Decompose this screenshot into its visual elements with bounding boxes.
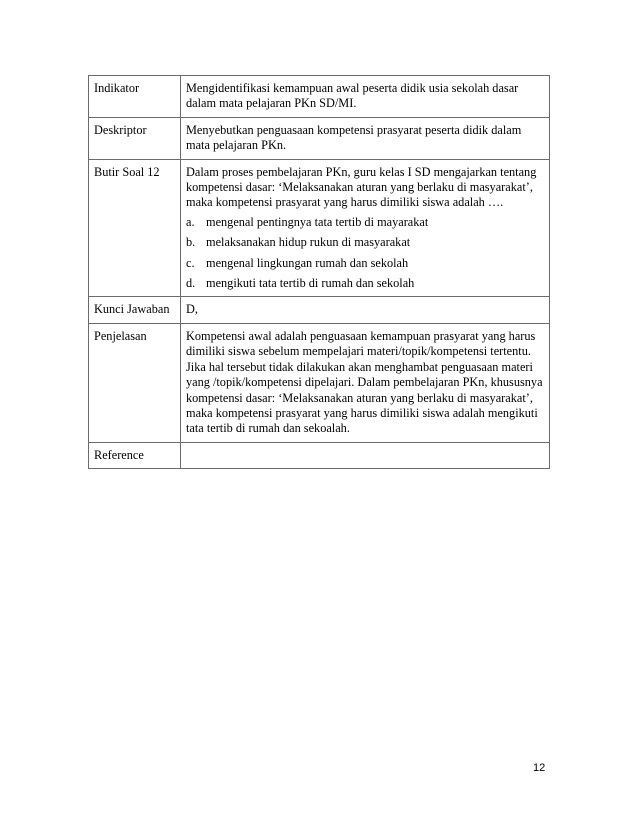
option-b	[186, 235, 543, 250]
reference-value	[181, 442, 550, 468]
option-a	[186, 215, 543, 230]
option-text: mengikuti tata tertib di rumah dan sekolah	[206, 276, 415, 291]
deskriptor-label: Deskriptor	[89, 117, 181, 159]
butir-soal-content	[181, 159, 550, 297]
kunci-jawaban-value: D,	[181, 297, 550, 323]
table-row-reference	[89, 442, 550, 468]
page-number: 12	[533, 762, 546, 774]
penjelasan-label: Penjelasan	[89, 323, 181, 442]
table-row-kunci-jawaban	[89, 297, 550, 323]
kunci-jawaban-label: Kunci Jawaban	[89, 297, 181, 323]
option-letter: c.	[186, 255, 195, 270]
butir-soal-label: Butir Soal 12	[89, 159, 181, 297]
option-c	[186, 256, 543, 271]
deskriptor-value: Menyebutkan penguasaan kompetensi prasyarat peserta didik dalam mata pelajaran PKn.	[181, 117, 550, 159]
table-row-deskriptor	[89, 117, 550, 159]
answer-options	[186, 215, 543, 292]
option-letter: b.	[186, 235, 196, 250]
option-d	[186, 276, 543, 291]
table-row-butir-soal	[89, 159, 550, 297]
option-letter: a.	[186, 214, 195, 229]
question-card-table	[88, 75, 550, 469]
table-row-indikator	[89, 76, 550, 118]
question-text: Dalam proses pembelajaran PKn, guru kelas I SD mengajarkan tentang kompetensi dasar: ‘Melaksanakan aturan yang berlaku di masyarakat’, maka kompetensi prasyarat yang harus dimiliki siswa adalah ….	[186, 164, 537, 210]
indikator-value: Mengidentifikasi kemampuan awal peserta didik usia sekolah dasar dalam mata pelajaran PKn SD/MI.	[181, 76, 550, 118]
option-text: mengenal lingkungan rumah dan sekolah	[206, 255, 409, 270]
reference-label: Reference	[89, 442, 181, 468]
option-text: melaksanakan hidup rukun di masyarakat	[206, 235, 411, 250]
table-row-penjelasan	[89, 323, 550, 442]
indikator-label: Indikator	[89, 76, 181, 118]
penjelasan-value: Kompetensi awal adalah penguasaan kemampuan prasyarat yang harus dimiliki siswa sebelum mempelajari materi/topik/kompetensi tertentu. Jika hal tersebut tidak dilakukan akan menghambat penguasaan materi yang /topik/kompetensi dipelajari. Dalam pembelajaran PKn, khususnya kompetensi dasar: ‘Melaksanakan aturan yang berlaku di masyarakat’, maka kompetensi prasyarat yang harus dimiliki siswa adalah mengikuti tata tertib di rumah dan sekoalah.	[181, 323, 550, 442]
option-text: mengenal pentingnya tata tertib di mayarakat	[206, 214, 429, 229]
option-letter: d.	[186, 276, 196, 291]
